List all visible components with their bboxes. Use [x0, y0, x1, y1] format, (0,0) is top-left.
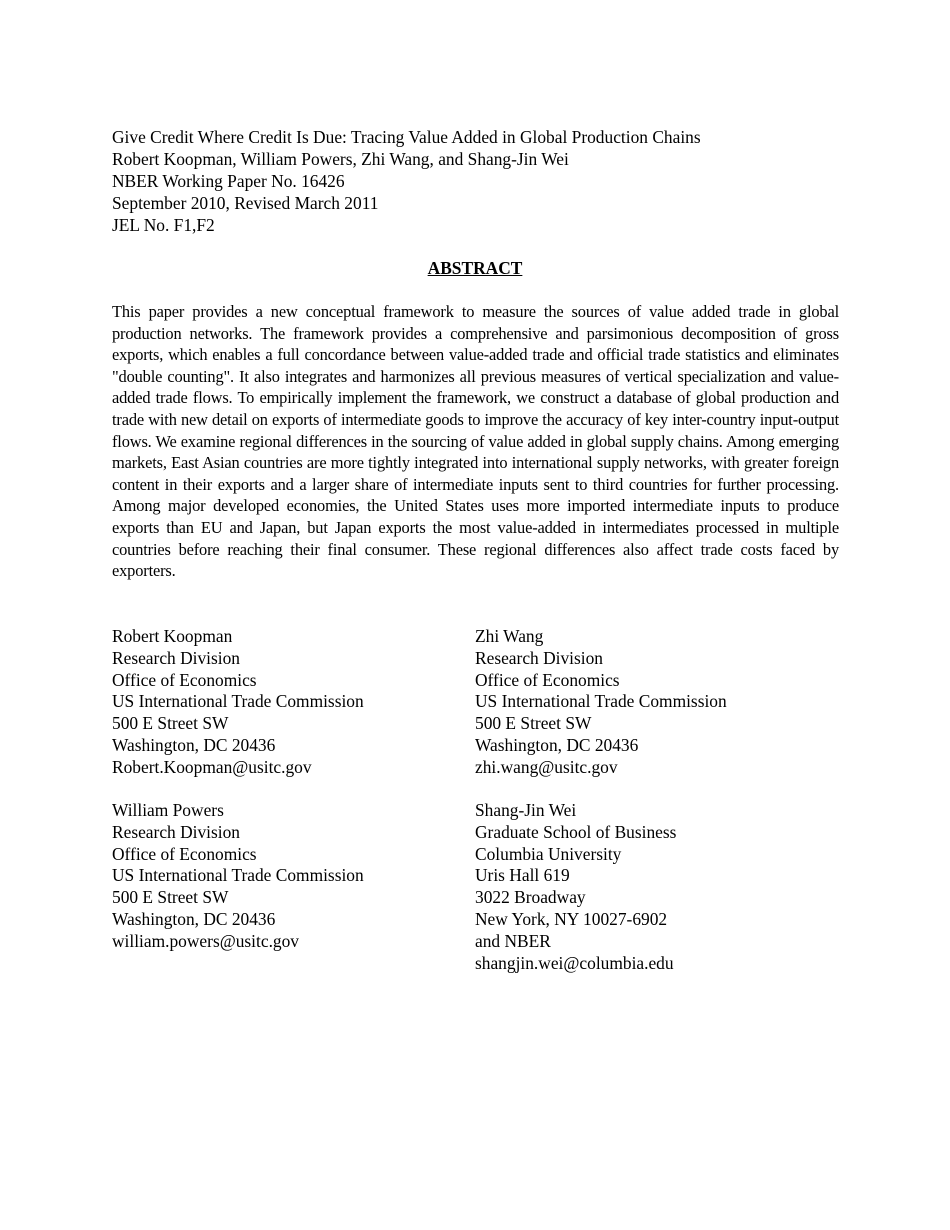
author-email: Robert.Koopman@usitc.gov	[112, 756, 312, 777]
jel-codes: JEL No. F1,F2	[112, 215, 215, 235]
abstract-text: This paper provides a new conceptual framework to measure the sources of value added trade in global production networks. The framework provides a comprehensive and parsimonious decomposition of gross exports, which enables a full concordance between value-added trade and official trade statistics and eliminates "double counting". It also integrates and harmonizes all previous measures of vertical specialization and value-added trade flows. To empirically implement the framework, we construct a database of global production and trade with new detail on exports of intermediate goods to improve the accuracy of key inter-country input-output flows. We examine regional differences in the sourcing of value added in global supply chains. Among emerging markets, East Asian countries are more tightly integrated into international supply networks, with greater foreign content in their exports and a larger share of intermediate inputs sent to third countries for further processing. Among major developed economies, the United States uses more imported intermediate inputs to produce exports than EU and Japan, but Japan exports the most value-added in intermediates processed in multiple countries before reaching their final consumer. These regional differences also affect trade costs faced by exporters.	[112, 302, 839, 581]
author-list: Robert Koopman, William Powers, Zhi Wang, and Shang-Jin Wei	[112, 149, 569, 169]
author-affiliation-line: Office of Economics	[112, 843, 257, 864]
paper-header	[112, 126, 701, 236]
author-affiliation-line: US International Trade Commission	[112, 691, 364, 712]
author-address-line: Washington, DC 20436	[112, 734, 276, 755]
author-affiliation-line: Research Division	[475, 647, 603, 668]
author-affiliation-line: Research Division	[112, 647, 240, 668]
paper-date: September 2010, Revised March 2011	[112, 193, 379, 213]
author-affiliation-line: Office of Economics	[112, 669, 257, 690]
author-address-line: 500 E Street SW	[112, 887, 229, 908]
working-paper-number: NBER Working Paper No. 16426	[112, 171, 345, 191]
author-address-line: Washington, DC 20436	[112, 908, 276, 929]
author-block-powers	[112, 800, 364, 953]
author-email: zhi.wang@usitc.gov	[475, 756, 618, 777]
author-affiliation-line: Columbia University	[475, 843, 622, 864]
author-affiliation-line: US International Trade Commission	[475, 691, 727, 712]
paper-title: Give Credit Where Credit Is Due: Tracing Value Added in Global Production Chains	[112, 127, 701, 147]
author-affiliation-line: Office of Economics	[475, 669, 620, 690]
author-email: shangjin.wei@columbia.edu	[475, 952, 674, 973]
author-name: Shang-Jin Wei	[475, 800, 577, 820]
author-address-line: 500 E Street SW	[112, 713, 229, 734]
author-email: william.powers@usitc.gov	[112, 930, 300, 951]
author-name: William Powers	[112, 800, 224, 820]
author-address-line: 500 E Street SW	[475, 713, 592, 734]
author-name: Zhi Wang	[475, 626, 544, 646]
author-address-line: Uris Hall 619	[475, 865, 570, 886]
author-address-line: Washington, DC 20436	[475, 734, 639, 755]
author-affiliation-line: and NBER	[475, 930, 551, 951]
author-address-line: New York, NY 10027-6902	[475, 908, 668, 929]
author-name: Robert Koopman	[112, 626, 233, 646]
author-affiliation-line: Research Division	[112, 821, 240, 842]
author-affiliation-line: US International Trade Commission	[112, 865, 364, 886]
author-affiliation-line: Graduate School of Business	[475, 821, 677, 842]
abstract-heading: ABSTRACT	[427, 258, 523, 278]
author-block-wang	[475, 626, 727, 779]
author-block-koopman	[112, 626, 364, 779]
author-block-wei	[475, 800, 676, 974]
author-address-line: 3022 Broadway	[475, 887, 586, 908]
